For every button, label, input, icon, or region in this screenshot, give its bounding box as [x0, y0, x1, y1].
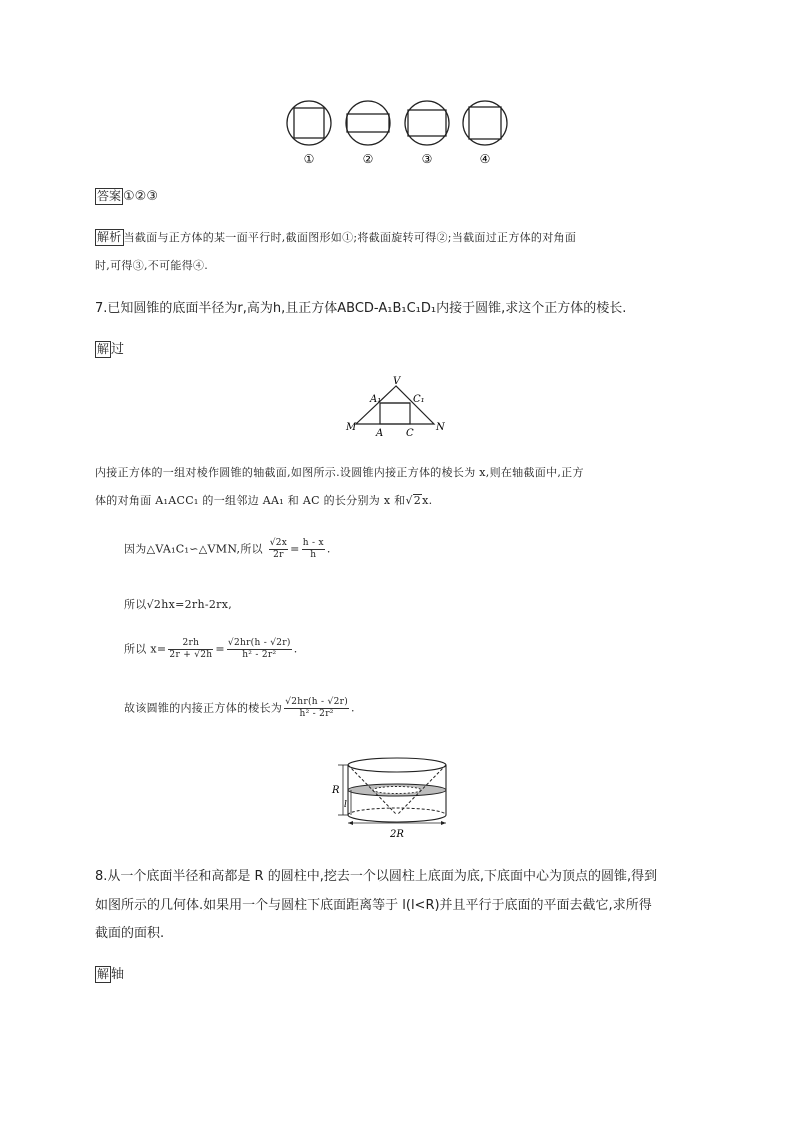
label-M: M [346, 422, 357, 433]
question-7-text: .已知圆锥的底面半径为r,高为h,且正方体ABCD-A₁B₁C₁D₁内接于圆锥,求这个正方体的棱长. [103, 301, 627, 316]
solution-7-tag: 解 [97, 342, 110, 356]
fraction-4: $\frac{√2hr(h - √2r)}{\text{h² - 2r²}}$ [227, 638, 291, 660]
figure-label-2: ② [362, 152, 374, 166]
solution-8-lead: 轴 [111, 967, 125, 982]
solution-7-line-1: 内接正方体的一组对棱作圆锥的轴截面,如图所示.设圆锥内接正方体的棱长为 x,则在轴截面中,正方 [95, 466, 584, 479]
analysis-line-2: 时,可得③,不可能得④. [95, 259, 209, 272]
analysis-text-1: 当截面与正方体的某一面平行时,截面图形如①;将截面旋转可得②;当截面过正方体的对角面 [123, 231, 577, 244]
analysis-tag: 解析 [97, 230, 122, 244]
figure-3-rectangle-in-circle [405, 101, 449, 145]
figure-1-square-in-circle [287, 101, 331, 145]
figure-label-1: ① [303, 152, 315, 166]
step-3-text: 所以 x= [124, 642, 167, 656]
solution-7-line-2: 体的对角面 A₁ACC₁ 的一组邻边 AA₁ 和 AC 的长分别为 x 和√2x. [95, 494, 433, 507]
question-8-line-2: 如图所示的几何体.如果用一个与圆柱下底面距离等于 l(l<R)并且平行于底面的平面去截它,求所得 [95, 898, 652, 913]
question-8-text-1: .从一个底面半径和高都是 R 的圆柱中,挖去一个以圆柱上底面为底,下底面中心为顶点的圆锥,得到 [103, 869, 658, 884]
question-8-line-1 [95, 865, 657, 884]
solution-7-line-2-end: x. [422, 494, 433, 507]
question-7-number: 7 [95, 301, 104, 316]
fraction-1: $\frac{√2x}{2r}$ [269, 538, 288, 560]
analysis-line-1 [95, 229, 576, 246]
answer-row [95, 188, 158, 205]
answer-tag: 答案 [97, 189, 122, 203]
answer-text: ①②③ [123, 189, 158, 204]
fraction-5: $\frac{√2hr(h - √2r)}{\text{h² - 2r²}}$ [285, 697, 349, 719]
label-C1: C₁ [413, 394, 425, 405]
section-shapes-figure [280, 95, 520, 170]
label-2R: 2R [390, 829, 404, 840]
step-1: 因为△VA₁C₁∽△VMN,所以 $\frac{√2x}{2r}$ = $\frac{h - x}{h}$ . [124, 538, 331, 560]
question-8-number: 8 [95, 869, 104, 884]
step-4-text: 故该圆锥的内接正方体的棱长为 [124, 701, 283, 715]
solution-8-tag: 解 [97, 967, 110, 981]
label-V: V [393, 376, 401, 387]
label-N: N [436, 422, 445, 433]
solution-7-line-2-text: 体的对角面 A₁ACC₁ 的一组邻边 AA₁ 和 AC 的长分别为 x 和 [95, 494, 406, 507]
cylinder-cone-figure [330, 755, 465, 845]
label-A: A [376, 428, 384, 439]
solution-8-header [95, 963, 124, 983]
sqrt-2: 2 [413, 494, 422, 507]
solution-7-lead: 过 [111, 342, 125, 357]
step-4: 故该圆锥的内接正方体的棱长为 $\frac{√2hr(h - √2r)}{\text{h² - 2r²}}$ . [124, 697, 355, 719]
cone-axial-section-figure [340, 372, 455, 444]
figure-2-rectangle-in-circle [346, 101, 390, 145]
question-7 [95, 297, 626, 316]
label-A1: A₁ [370, 394, 382, 405]
figure-label-3: ③ [421, 152, 433, 166]
step-2: 所以√2hx=2rh-2rx, [124, 598, 233, 611]
step-3: 所以 x= $\frac{2rh}{2r + √2h}$ = $\frac{√2hr(h - √2r)}{\text{h² - 2r²}}$ . [124, 638, 298, 660]
figure-4-square-in-circle [463, 101, 507, 145]
step-1-text: 因为△VA₁C₁∽△VMN,所以 [124, 542, 263, 556]
question-8-line-3: 截面的面积. [95, 926, 165, 941]
label-R: R [332, 785, 340, 796]
figure-label-4: ④ [479, 152, 491, 166]
solution-7-header [95, 338, 124, 358]
label-l: l [344, 800, 347, 810]
fraction-2: $\frac{h - x}{h}$ [302, 538, 324, 560]
label-C: C [406, 428, 414, 439]
fraction-3: $\frac{2rh}{2r + √2h}$ [169, 638, 213, 660]
